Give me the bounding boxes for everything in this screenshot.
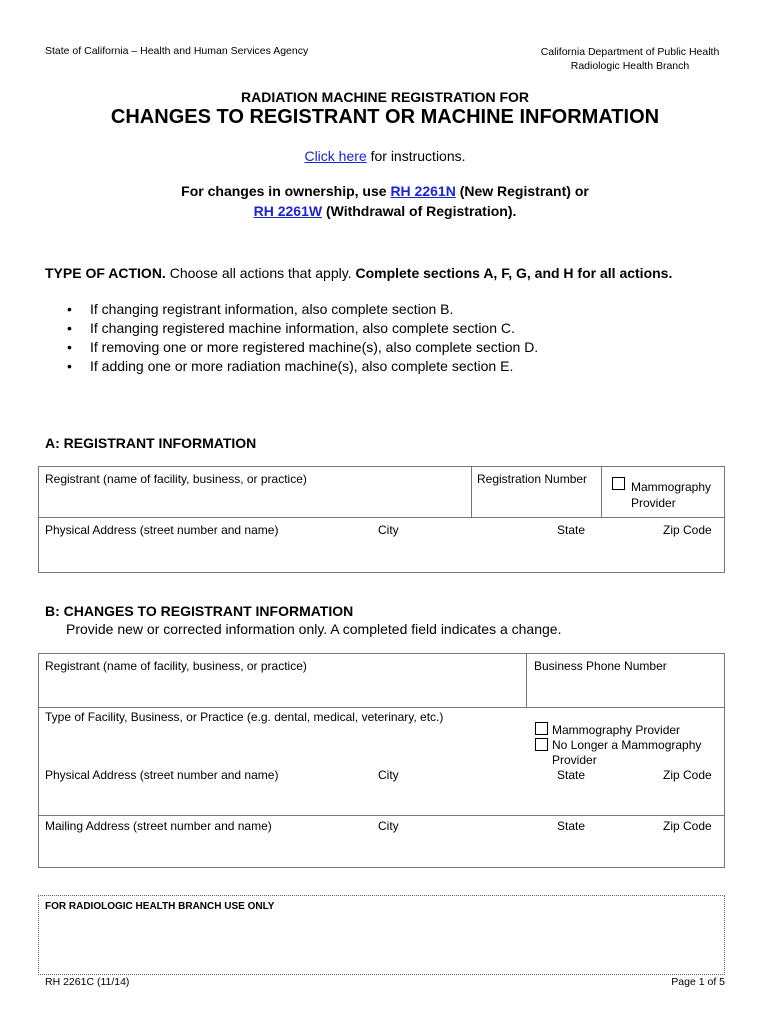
registrant-field[interactable]: Registrant (name of facility, business, or practice) <box>45 472 307 486</box>
list-item: • If removing one or more registered machine(s), also complete section D. <box>45 338 538 357</box>
section-a-table <box>38 466 725 573</box>
instructions-text: for instructions. <box>366 148 466 164</box>
city-field[interactable]: City <box>378 768 399 782</box>
page-number: Page 1 of 5 <box>671 976 725 988</box>
divider <box>39 707 724 708</box>
section-b-table <box>38 653 725 868</box>
rh2261n-link[interactable]: RH 2261N <box>390 183 456 199</box>
mammography-provider-label: Mammography Provider <box>552 723 681 737</box>
registration-number-field[interactable]: Registration Number <box>477 472 588 486</box>
ownership-mid: (New Registrant) or <box>455 183 589 199</box>
section-b-heading: B: CHANGES TO REGISTRANT INFORMATION <box>45 603 354 619</box>
state-field[interactable]: State <box>557 523 586 537</box>
ownership-line1 <box>0 183 770 199</box>
action-bullets <box>45 300 538 376</box>
section-a-heading: A: REGISTRANT INFORMATION <box>45 435 257 451</box>
office-use-label: FOR RADIOLOGIC HEALTH BRANCH USE ONLY <box>45 901 275 912</box>
department-block <box>530 45 730 73</box>
divider <box>471 467 472 517</box>
no-longer-mammography-label: No Longer a Mammography Provider <box>552 738 702 767</box>
no-longer-mammography-checkbox[interactable] <box>535 738 548 751</box>
type-of-action-emphasis: Complete sections A, F, G, and H for all actions. <box>355 265 673 281</box>
state-field[interactable]: State <box>557 768 586 782</box>
zip-code-field[interactable]: Zip Code <box>663 523 712 537</box>
new-registrant-field[interactable]: Registrant (name of facility, business, or practice) <box>45 659 307 673</box>
mailing-city-field[interactable]: City <box>378 819 399 833</box>
divider <box>601 467 602 517</box>
ownership-suffix: (Withdrawal of Registration). <box>322 203 517 219</box>
office-use-box <box>38 895 725 975</box>
form-id: RH 2261C (11/14) <box>45 976 130 988</box>
form-title-line2: CHANGES TO REGISTRANT OR MACHINE INFORMATION <box>110 106 660 128</box>
type-of-action-text: Choose all actions that apply. <box>165 265 356 281</box>
physical-address-field[interactable]: Physical Address (street number and name) <box>45 768 279 782</box>
agency-name: State of California – Health and Human Services Agency <box>45 45 309 57</box>
mammography-provider-label: Mammography Provider <box>631 480 712 510</box>
type-of-action <box>45 264 685 282</box>
ownership-line2 <box>0 203 770 219</box>
mailing-zip-code-field[interactable]: Zip Code <box>663 819 712 833</box>
ownership-prefix: For changes in ownership, use <box>181 183 391 199</box>
city-field[interactable]: City <box>378 523 399 537</box>
rh2261w-link[interactable]: RH 2261W <box>253 203 323 219</box>
form-title-line1: RADIATION MACHINE REGISTRATION FOR <box>240 89 530 105</box>
divider <box>39 517 724 518</box>
instructions-link[interactable]: Click here <box>304 148 367 164</box>
list-item: • If changing registrant information, also complete section B. <box>45 300 538 319</box>
facility-type-field[interactable]: Type of Facility, Business, or Practice (e.g. dental, medical, veterinary, etc.) <box>45 710 444 724</box>
branch-name: Radiologic Health Branch <box>570 60 690 72</box>
mammography-provider-checkbox[interactable] <box>612 477 625 490</box>
list-item: • If adding one or more radiation machine(s), also complete section E. <box>45 357 538 376</box>
physical-address-field[interactable]: Physical Address (street number and name) <box>45 523 279 537</box>
type-of-action-label: TYPE OF ACTION. <box>45 265 166 281</box>
zip-code-field[interactable]: Zip Code <box>663 768 712 782</box>
list-item: • If changing registered machine information, also complete section C. <box>45 319 538 338</box>
instructions-line <box>0 148 770 164</box>
department-name: California Department of Public Health <box>540 46 720 58</box>
divider <box>39 815 724 816</box>
business-phone-field[interactable]: Business Phone Number <box>534 659 667 673</box>
mailing-state-field[interactable]: State <box>557 819 586 833</box>
section-b-subheading: Provide new or corrected information only. A completed field indicates a change. <box>66 621 562 637</box>
divider <box>526 654 527 707</box>
mailing-address-field[interactable]: Mailing Address (street number and name) <box>45 819 272 833</box>
mammography-provider-checkbox[interactable] <box>535 722 548 735</box>
